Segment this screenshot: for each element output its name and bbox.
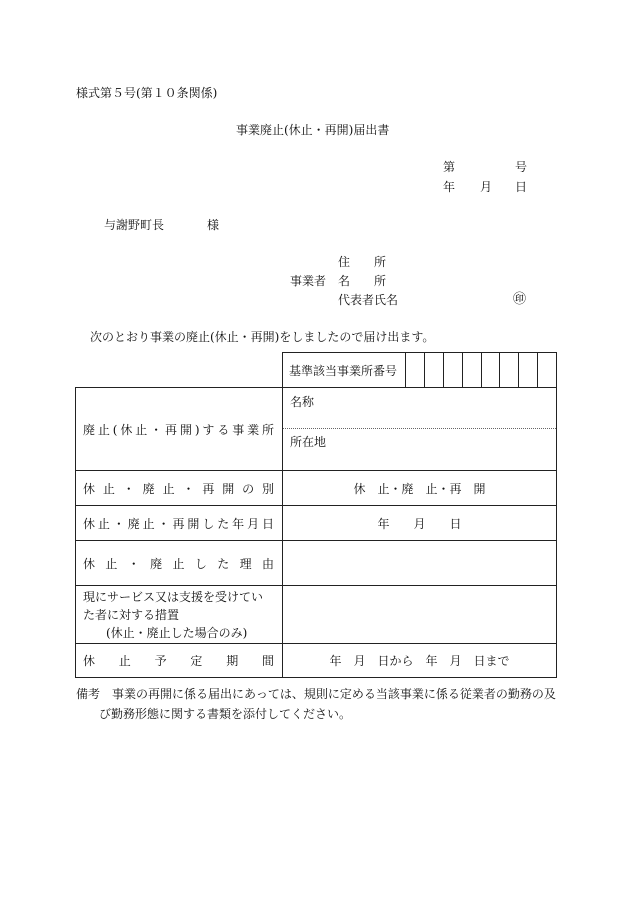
date-value[interactable]: 年 月 日 xyxy=(283,506,557,541)
period-row xyxy=(76,644,557,678)
intro-text: 次のとおり事業の廃止(休止・再開)をしましたので届け出ます。 xyxy=(90,330,435,344)
applicant-address-label: 住 所 xyxy=(338,255,387,269)
office-number-label: 基準該当事業所番号 xyxy=(283,353,406,388)
reason-row xyxy=(76,541,557,586)
office-number-digit-1[interactable] xyxy=(406,353,425,388)
office-number-digit-2[interactable] xyxy=(425,353,444,388)
office-number-digit-7[interactable] xyxy=(519,353,538,388)
reason-label-cell xyxy=(76,541,283,586)
reason-label: 休止・廃止した理由 xyxy=(83,556,275,571)
applicant-rep-label: 代表者氏名 xyxy=(338,293,399,307)
office-number-digit-5[interactable] xyxy=(481,353,500,388)
reason-field[interactable] xyxy=(283,541,557,586)
applicant-name-label: 名 所 xyxy=(338,274,387,288)
office-number-digit-4[interactable] xyxy=(462,353,481,388)
office-number-digit-8[interactable] xyxy=(538,353,557,388)
notification-table xyxy=(75,352,557,678)
measures-row xyxy=(76,586,557,644)
office-number-digit-6[interactable] xyxy=(500,353,519,388)
document-title: 事業廃止(休止・再開)届出書 xyxy=(236,123,390,137)
applicant-group-label: 事業者 xyxy=(290,274,327,288)
office-label: 廃止(休止・再開)する事業所 xyxy=(83,422,275,437)
blank-corner xyxy=(76,353,283,388)
date-year-label: 年 xyxy=(443,180,456,194)
addressee-honorific: 様 xyxy=(207,218,220,232)
date-label-cell xyxy=(76,506,283,541)
office-number-row xyxy=(76,353,557,388)
type-row xyxy=(76,471,557,506)
measures-label-line1: 現にサービス又は支援を受けてい xyxy=(83,589,264,604)
type-label: 休止・廃止・再開の別 xyxy=(83,481,275,496)
period-label: 休止予定期間 xyxy=(83,654,275,668)
measures-field[interactable] xyxy=(283,586,557,644)
type-label-cell xyxy=(76,471,283,506)
remarks-label: 備考 xyxy=(76,687,101,701)
office-detail-cell xyxy=(283,388,557,471)
date-label: 休止・廃止・再開した年月日 xyxy=(83,516,275,531)
period-value[interactable]: 年 月 日から 年 月 日まで xyxy=(283,644,557,678)
remarks-line2: び勤務形態に関する書類を添付してください。 xyxy=(99,707,352,721)
number-label-go: 号 xyxy=(515,160,528,174)
date-month-label: 月 xyxy=(480,180,493,194)
seal-mark: ㊞ xyxy=(513,292,527,307)
addressee-name: 与謝野町長 xyxy=(104,218,165,232)
measures-label-line2: た者に対する措置 xyxy=(83,607,180,622)
date-row xyxy=(76,506,557,541)
date-day-label: 日 xyxy=(515,180,528,194)
office-name-label: 名称 xyxy=(290,395,315,409)
form-number: 様式第５号(第１０条関係) xyxy=(76,86,218,100)
period-label-cell xyxy=(76,644,283,678)
office-address-field[interactable] xyxy=(283,428,556,470)
office-row xyxy=(76,388,557,471)
office-name-field[interactable] xyxy=(283,388,556,428)
measures-label-cell xyxy=(76,586,283,644)
office-label-cell xyxy=(76,388,283,471)
office-address-label: 所在地 xyxy=(290,435,327,449)
type-value[interactable]: 休 止・廃 止・再 開 xyxy=(283,471,557,506)
number-label-dai: 第 xyxy=(443,160,456,174)
remarks-line1: 事業の再開に係る届出にあっては、規則に定める当該事業に係る従業者の勤務の及 xyxy=(112,687,556,701)
office-number-digit-3[interactable] xyxy=(444,353,463,388)
measures-label-line3: (休止・廃止した場合のみ) xyxy=(106,625,248,640)
